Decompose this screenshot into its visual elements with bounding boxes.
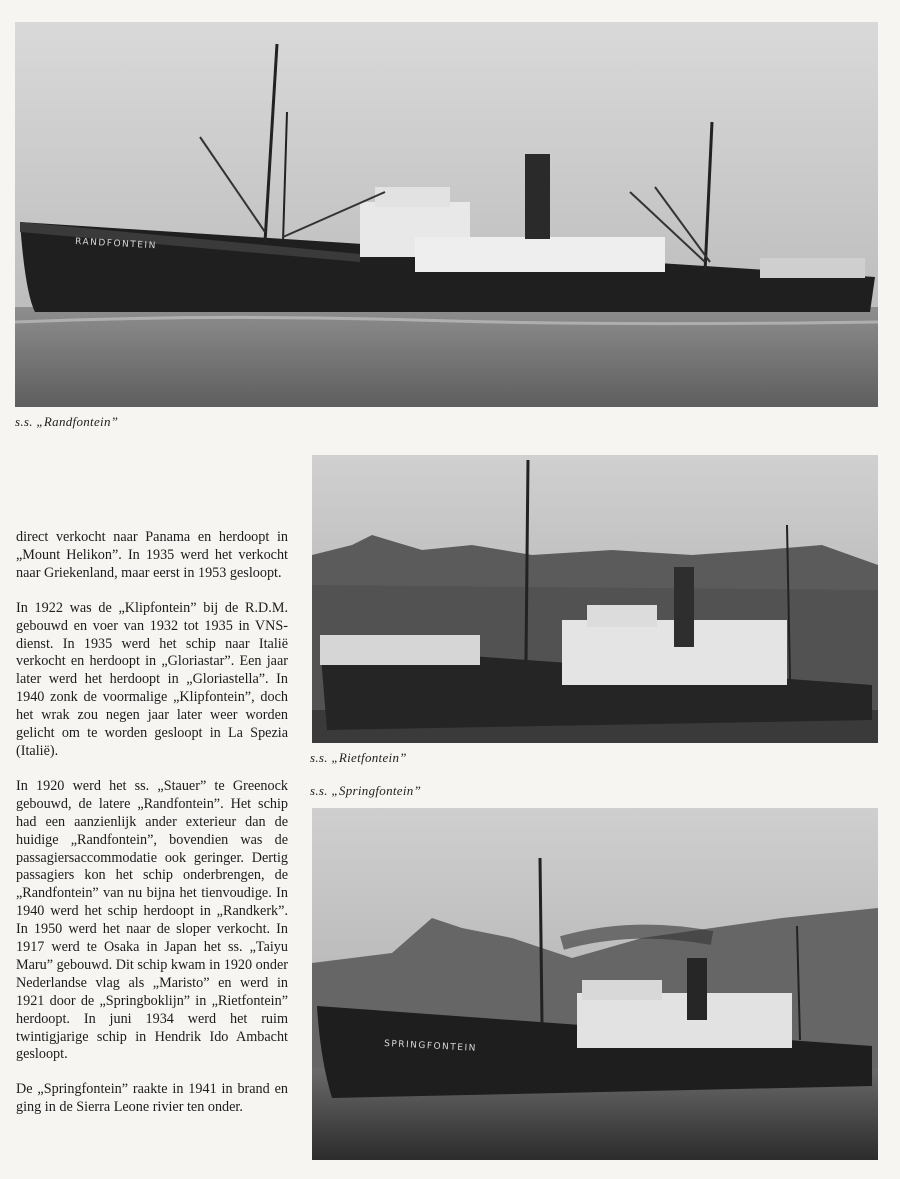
caption-springfontein: s.s. „Springfontein”: [310, 783, 422, 798]
paragraph-randfontein-rietfontein: In 1920 werd het ss. „Stauer” te Greenock gebouwd, de latere „Randfontein”. Het schip had een aanzienlijk ander exterieur dan de huidige „Randfontein”, bovendien was de passagiersaccommodatie ook geringer. Dertig passagiers kon het schip onderbrengen, de „Randfontein” van nu bijna het tienvoudige. In 1940 werd het schip herdoopt in „Randkerk”. In 1950 werd het naar de sloper verkocht. In 1917 werd te Osaka in Japan het ss. „Taiyu Maru” gebouwd. Dit schip kwam in 1920 onder Nederlandse vlag als „Maristo” en werd in 1921 door de „Springboklijn” in „Rietfontein” herdoopt. In juni 1934 werd het ruim twintigjarige schip in Hendrik Ido Ambacht gesloopt.: [16, 777, 288, 1063]
paragraph-springfontein: De „Springfontein” raakte in 1941 in brand en ging in de Sierra Leone rivier ten onder.: [16, 1081, 288, 1116]
paragraph-klipfontein: In 1922 was de „Klipfontein” bij de R.D.M. gebouwd en voer van 1932 tot 1935 in VNS-dienst. In 1935 werd het schip naar Italië verkocht en herdoopt in „Gloriastar”. Een jaar later werd het herdoopt in „Gloriastella”. In 1940 zonk de voormalige „Klipfontein”, doch het wrak zou negen jaar later weer worden gelicht om te worden gesloopt in La Spezia (Italië).: [16, 599, 288, 759]
ship-randfontein-image: [15, 22, 878, 407]
hull-name-springfontein: SPRINGFONTEIN: [383, 1039, 478, 1054]
article-text: [16, 529, 288, 1134]
caption-randfontein: s.s. „Randfontein”: [15, 414, 119, 429]
photo-rietfontein: [312, 455, 878, 743]
paragraph-mount-helikon: direct verkocht naar Panama en herdoopt in „Mount Helikon”. In 1935 werd het verkocht naar Griekenland, maar eerst in 1953 gesloopt.: [16, 529, 288, 581]
ship-springfontein-image: [312, 808, 878, 1160]
caption-rietfontein: s.s. „Rietfontein”: [310, 750, 407, 765]
hull-name-randfontein: RANDFONTEIN: [74, 237, 158, 252]
photo-randfontein: [15, 22, 878, 407]
photo-springfontein: [312, 808, 878, 1160]
ship-rietfontein-image: [312, 455, 878, 743]
